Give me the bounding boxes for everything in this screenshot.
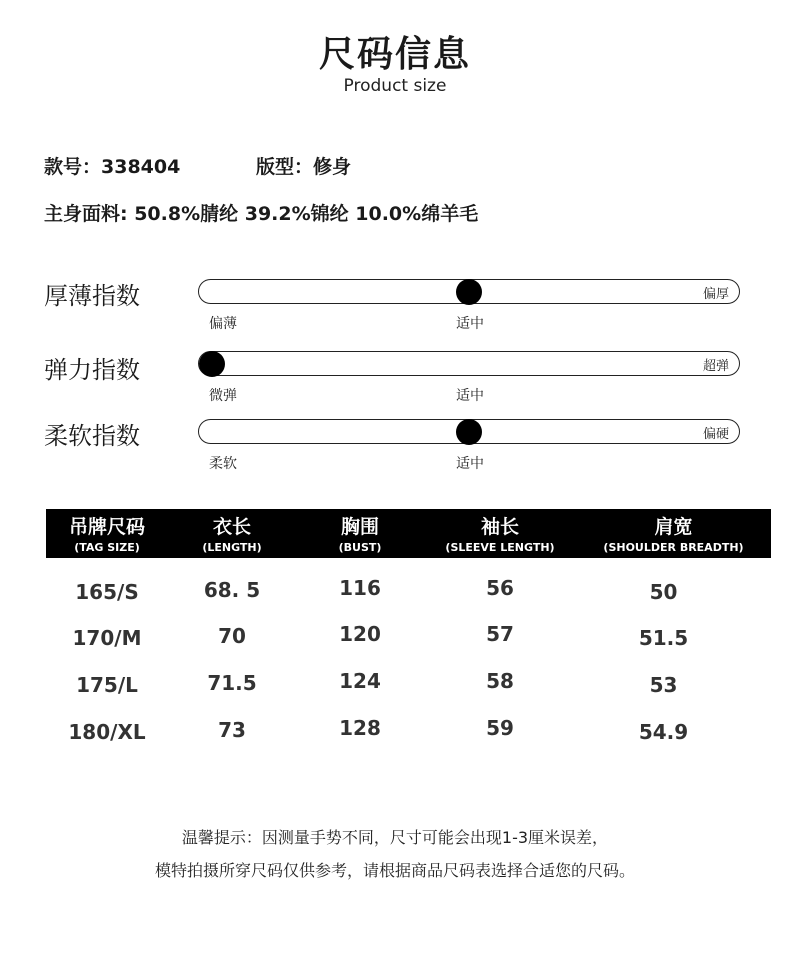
thickness-index-min-label: 偏薄 <box>209 316 237 332</box>
table-row <box>46 718 771 758</box>
elasticity-index-max-label: 超弹 <box>702 359 729 374</box>
header-shoulder-breadth: 肩宽 (SHOULDER BREADTH) <box>603 516 744 554</box>
cell-tag-size: 175/L <box>76 673 138 697</box>
cell-tag-size: 170/M <box>72 626 142 650</box>
elasticity-index-mid-label: 适中 <box>456 388 484 404</box>
elasticity-index-scale <box>198 351 740 376</box>
elasticity-index-marker <box>199 351 225 377</box>
header-tag-size: 吊牌尺码 (TAG SIZE) <box>68 516 145 554</box>
header-sleeve-length: 袖长 (SLEEVE LENGTH) <box>445 516 555 554</box>
fit-type: 版型：修身 <box>256 156 352 178</box>
cell-length: 68. 5 <box>203 578 261 602</box>
softness-index-marker <box>456 419 482 445</box>
size-table-header <box>46 509 771 558</box>
table-row <box>46 578 771 618</box>
elasticity-index-min-label: 微弹 <box>209 388 237 404</box>
fabric-composition: 主身面料: 50.8%腈纶 39.2%锦纶 10.0%绵羊毛 <box>44 203 479 225</box>
cell-sleeve-length: 58 <box>486 669 514 693</box>
softness-index-scale <box>198 419 740 444</box>
thickness-index-marker <box>456 279 482 305</box>
softness-index-min-label: 柔软 <box>209 456 237 472</box>
thickness-index-mid-label: 适中 <box>456 316 484 332</box>
size-note-line-1: 温馨提示：因测量手势不同，尺寸可能会出现1-3厘米误差， <box>181 828 609 847</box>
cell-shoulder-breadth: 53 <box>649 673 678 697</box>
style-number: 款号：338404 <box>44 156 181 178</box>
cell-bust: 128 <box>339 716 381 740</box>
elasticity-index-label: 弹力指数 <box>44 356 140 384</box>
softness-index-mid-label: 适中 <box>456 456 484 472</box>
cell-tag-size: 165/S <box>75 580 139 604</box>
cell-bust: 116 <box>339 576 381 600</box>
table-row <box>46 624 771 664</box>
cell-sleeve-length: 56 <box>486 576 514 600</box>
cell-bust: 124 <box>339 669 381 693</box>
header-length: 衣长 (LENGTH) <box>202 516 262 554</box>
cell-length: 73 <box>218 718 246 742</box>
cell-shoulder-breadth: 54.9 <box>638 720 689 744</box>
cell-length: 71.5 <box>207 671 257 695</box>
cell-shoulder-breadth: 51.5 <box>638 626 689 650</box>
cell-sleeve-length: 57 <box>486 622 514 646</box>
cell-sleeve-length: 59 <box>486 716 514 740</box>
thickness-index-max-label: 偏厚 <box>702 287 729 302</box>
table-row <box>46 671 771 711</box>
cell-length: 70 <box>218 624 246 648</box>
softness-index-label: 柔软指数 <box>44 422 140 450</box>
size-note-line-2: 模特拍摄所穿尺码仅供参考，请根据商品尺码表选择合适您的尺码。 <box>154 861 635 880</box>
thickness-index-scale <box>198 279 740 304</box>
page-subtitle: Product size <box>343 76 447 96</box>
softness-index-max-label: 偏硬 <box>702 427 729 442</box>
thickness-index-label: 厚薄指数 <box>44 282 140 310</box>
page-title: 尺码信息 <box>318 34 471 75</box>
cell-bust: 120 <box>339 622 381 646</box>
cell-tag-size: 180/XL <box>68 720 146 744</box>
cell-shoulder-breadth: 50 <box>649 580 678 604</box>
header-bust: 胸围 (BUST) <box>338 516 382 554</box>
